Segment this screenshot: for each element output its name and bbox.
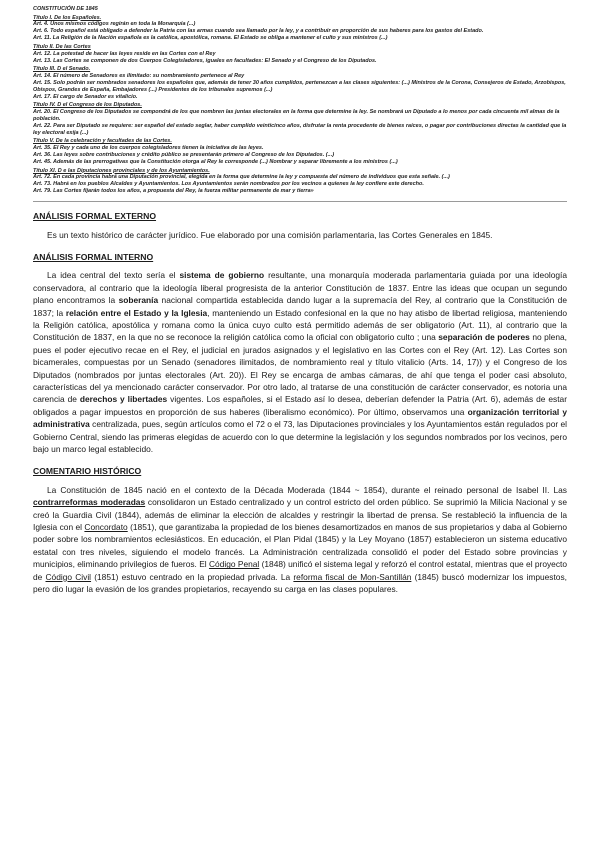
title-heading: Título I. De los Españoles.: [33, 14, 102, 21]
keyword: organización territorial y administrativa: [33, 406, 568, 430]
underlined-term: Concordato: [84, 522, 128, 533]
article: Art. 4. Unos mismos códigos regirán en toda la Monarquía (...): [33, 21, 196, 28]
section-heading-external: ANÁLISIS FORMAL EXTERNO: [33, 211, 157, 222]
article: Art. 13. Las Cortes se componen de dos Cuerpos Colegisladores, iguales en facultades: El Senado y el Congreso de los Diputados.: [33, 57, 377, 64]
document-page: [33, 6, 567, 606]
section-heading-internal: ANÁLISIS FORMAL INTERNO: [33, 251, 154, 262]
keyword: sistema de gobierno: [179, 270, 265, 281]
section-heading-historical: COMENTARIO HISTÓRICO: [33, 466, 142, 477]
title-heading: Título II. De las Cortes: [33, 43, 91, 50]
article: Art. 45. Además de las prerrogativas que la Constitución otorga al Rey le corresponde (...) Nombrar y separar libremente a los ministros (...): [33, 159, 398, 165]
article: Art. 20. El Congreso de los Diputados se compondrá de los que nombren las juntas electorales en la forma que determine la ley. Se nombrará un Diputado a lo menos por cada cincuenta mil almas de la población.: [33, 109, 560, 122]
divider: [33, 201, 567, 202]
constitution-source-text: [33, 6, 567, 195]
article: Art. 15. Solo podrán ser nombrados senadores los españoles que, además de tener 30 años cumplidos, pertenezcan a las clases siguientes: (...) Ministros de la Corona, Consejeros de Estado, Arzobispos, Obispos, Grandes de España, Embajadores (...) Presidentes de los tribunales supremos (...): [33, 79, 566, 93]
article: Art. 12. La potestad de hacer las leyes reside en las Cortes con el Rey: [33, 50, 216, 57]
underlined-term: reforma fiscal de Mon-Santillán: [293, 571, 412, 582]
article: Art. 22. Para ser Diputado se requiere: ser español del estado seglar, haber cumplido veinticinco años, disfrutar la renta procedente de bienes raíces, o pagar por contribuciones directas la cantidad que la ley electoral exija (...): [33, 122, 567, 136]
keyword: soberanía: [118, 295, 159, 306]
historical-commentary-paragraph: La Constitución de 1845 nació en el contexto de la Década Moderada (1844 ~ 1854), durante el reinado personal de Isabel II. Las contrarreformas moderadas consolidaron un Estado centralizado y un control estricto del orden público. Se suprimió la Milicia Nacional y se creó la Guardia Civil (1844), además de eliminar la elección de alcaldes y restringir la libertad de prensa. Se restableció la influencia de la Iglesia con el Concordato (1851), que garantizaba la propiedad de los bienes desamortizados en manos de sus propietarios y daba al Gobierno poder sobre los nombramientos eclesiásticos. En educación, el Plan Pidal (1845) y la Ley Moyano (1857) establecieron un sistema educativo estatal con tres niveles, siguiendo el modelo francés. La Administración centralizada consolidó el poder del Estado sobre provincias y municipios, eliminando privilegios de fueros. El Código Penal (1848) unificó el sistema legal y reforzó el control estatal, mientras que el proyecto de Código Civil (1851) estuvo centrado en la propiedad privada. La reforma fiscal de Mon-Santillán (1845) buscó modernizar los impuestos, pero dio lugar la evasión de los grandes propietarios, recayendo su carga en las clases populares.: [33, 484, 568, 595]
analysis-body: [33, 210, 567, 595]
keyword: separación de poderes: [438, 332, 530, 343]
title-heading: Título V. De la celebración y facultades de las Cortes.: [33, 138, 172, 145]
article: Art. 73. Habrá en los pueblos Alcaldes y Ayuntamientos. Los Ayuntamientos serán nombrados por los vecinos a quienes la ley confiere este derecho.: [33, 181, 424, 188]
article: Art. 35. El Rey y cada uno de los cuerpos colegisladores tienen la iniciativa de las leyes.: [33, 145, 264, 152]
article: Art. 11. La Religión de la Nación española es la católica, apostólica, romana. El Estado se obliga a mantener el culto y sus ministros (...): [33, 35, 388, 42]
source-heading: CONSTITUCIÓN DE 1845: [33, 6, 98, 12]
article: Art. 36. Las leyes sobre contribuciones y crédito público se presentarán primero al Congreso de los Diputados. (...): [33, 152, 335, 159]
underlined-term: Código Penal: [208, 559, 260, 570]
underlined-term: Código Civil: [45, 571, 92, 582]
keyword: derechos y libertades: [79, 394, 168, 405]
title-heading: Título XI. D e las Diputaciones provinciales y de los Ayuntamientos.: [33, 167, 210, 174]
title-heading: Título III. D el Senado.: [33, 66, 91, 73]
keyword: relación entre el Estado y la Iglesia: [65, 307, 208, 318]
article: Art. 6. Todo español está obligado a defender la Patria con las armas cuando sea llamado por la ley, y a contribuir en proporción de sus haberes para los gastos del Estado.: [33, 28, 484, 35]
article: Art. 79. Las Cortes fijarán todos los años, a propuesta del Rey, la fuerza militar permanente de mar y tierra»: [33, 188, 314, 195]
internal-analysis-paragraph: La idea central del texto sería el sistema de gobierno resultante, una monarquía moderada parlamentaria guiada por una ideología conservadora, al contrario que la ideología liberal progresista de la anterior Constitución de 1837. Entre las ideas que ocupan un segundo plano encontramos la soberanía nacional compartida establecida dando lugar a la supremacía del Rey, al contrario que la Constitución de 1837; la relación entre el Estado y la Iglesia, manteniendo un Estado confesional en la que no hay atisbo de libertad religiosa, manteniendo la Religión católica, apostólica y romana como la única cuyo culto está permitido además de ser obligatorio (Art. 11), al contrario que la Constitución de 1837, en la que no se reconoce la religión católica como la oficial con obligatorio culto ; una separación de poderes no plena, pues el poder ejecutivo recae en el Rey, el judicial en jurados asignados y el legislativo en las Cortes con el Rey (Art. 12). Las Cortes son bicamerales, compuestas por un Senado (senadores ilimitados, de nombramiento real y título vitalicio (Arts. 14, 17)) y el Congreso de los Diputados (nombrados por juntas electorales (Art. 20)). El Rey se encarga de ambas cámaras, de ahí que tenga el poder casi absoluto, características del ya mencionado carácter conservador. Por otro lado, al tratarse de una constitución de carácter conservador, es notoria una carencia de derechos y libertades vigentes. Los españoles, si el Estado así lo desea, deberían defender la Patria (Art. 6), además de estar obligados a pagar impuestos en proporción de sus haberes (liberalismo económico). Por último, observamos una organización territorial y administrativa centralizada, pues, según artículos como el 72 o el 73, las Diputaciones provinciales y los Ayuntamientos están regulados por el Gobierno Central, siendo las primeras elegidas de acuerdo con lo que determine la legislación y los segundos nombrados por los vecinos, pero bajo un marco legal establecido.: [33, 270, 568, 455]
article: Art. 14. El número de Senadores es ilimitado: su nombramiento pertenece al Rey: [33, 72, 245, 79]
article: Art. 72. En cada provincia habrá una Diputación provincial, elegida en la forma que determine la ley y compuesta del número de individuos que esta señale. (...): [33, 174, 450, 181]
keyword: contrarreformas moderadas: [33, 497, 146, 508]
external-analysis-paragraph: Es un texto histórico de carácter jurídico. Fue elaborado por una comisión parlamentaria, las Cortes Generales en 1845.: [47, 229, 493, 240]
title-heading: Título IV. D el Congreso de los Diputados.: [33, 102, 142, 109]
article: Art. 17. El cargo de Senador es vitalicio.: [33, 93, 138, 100]
